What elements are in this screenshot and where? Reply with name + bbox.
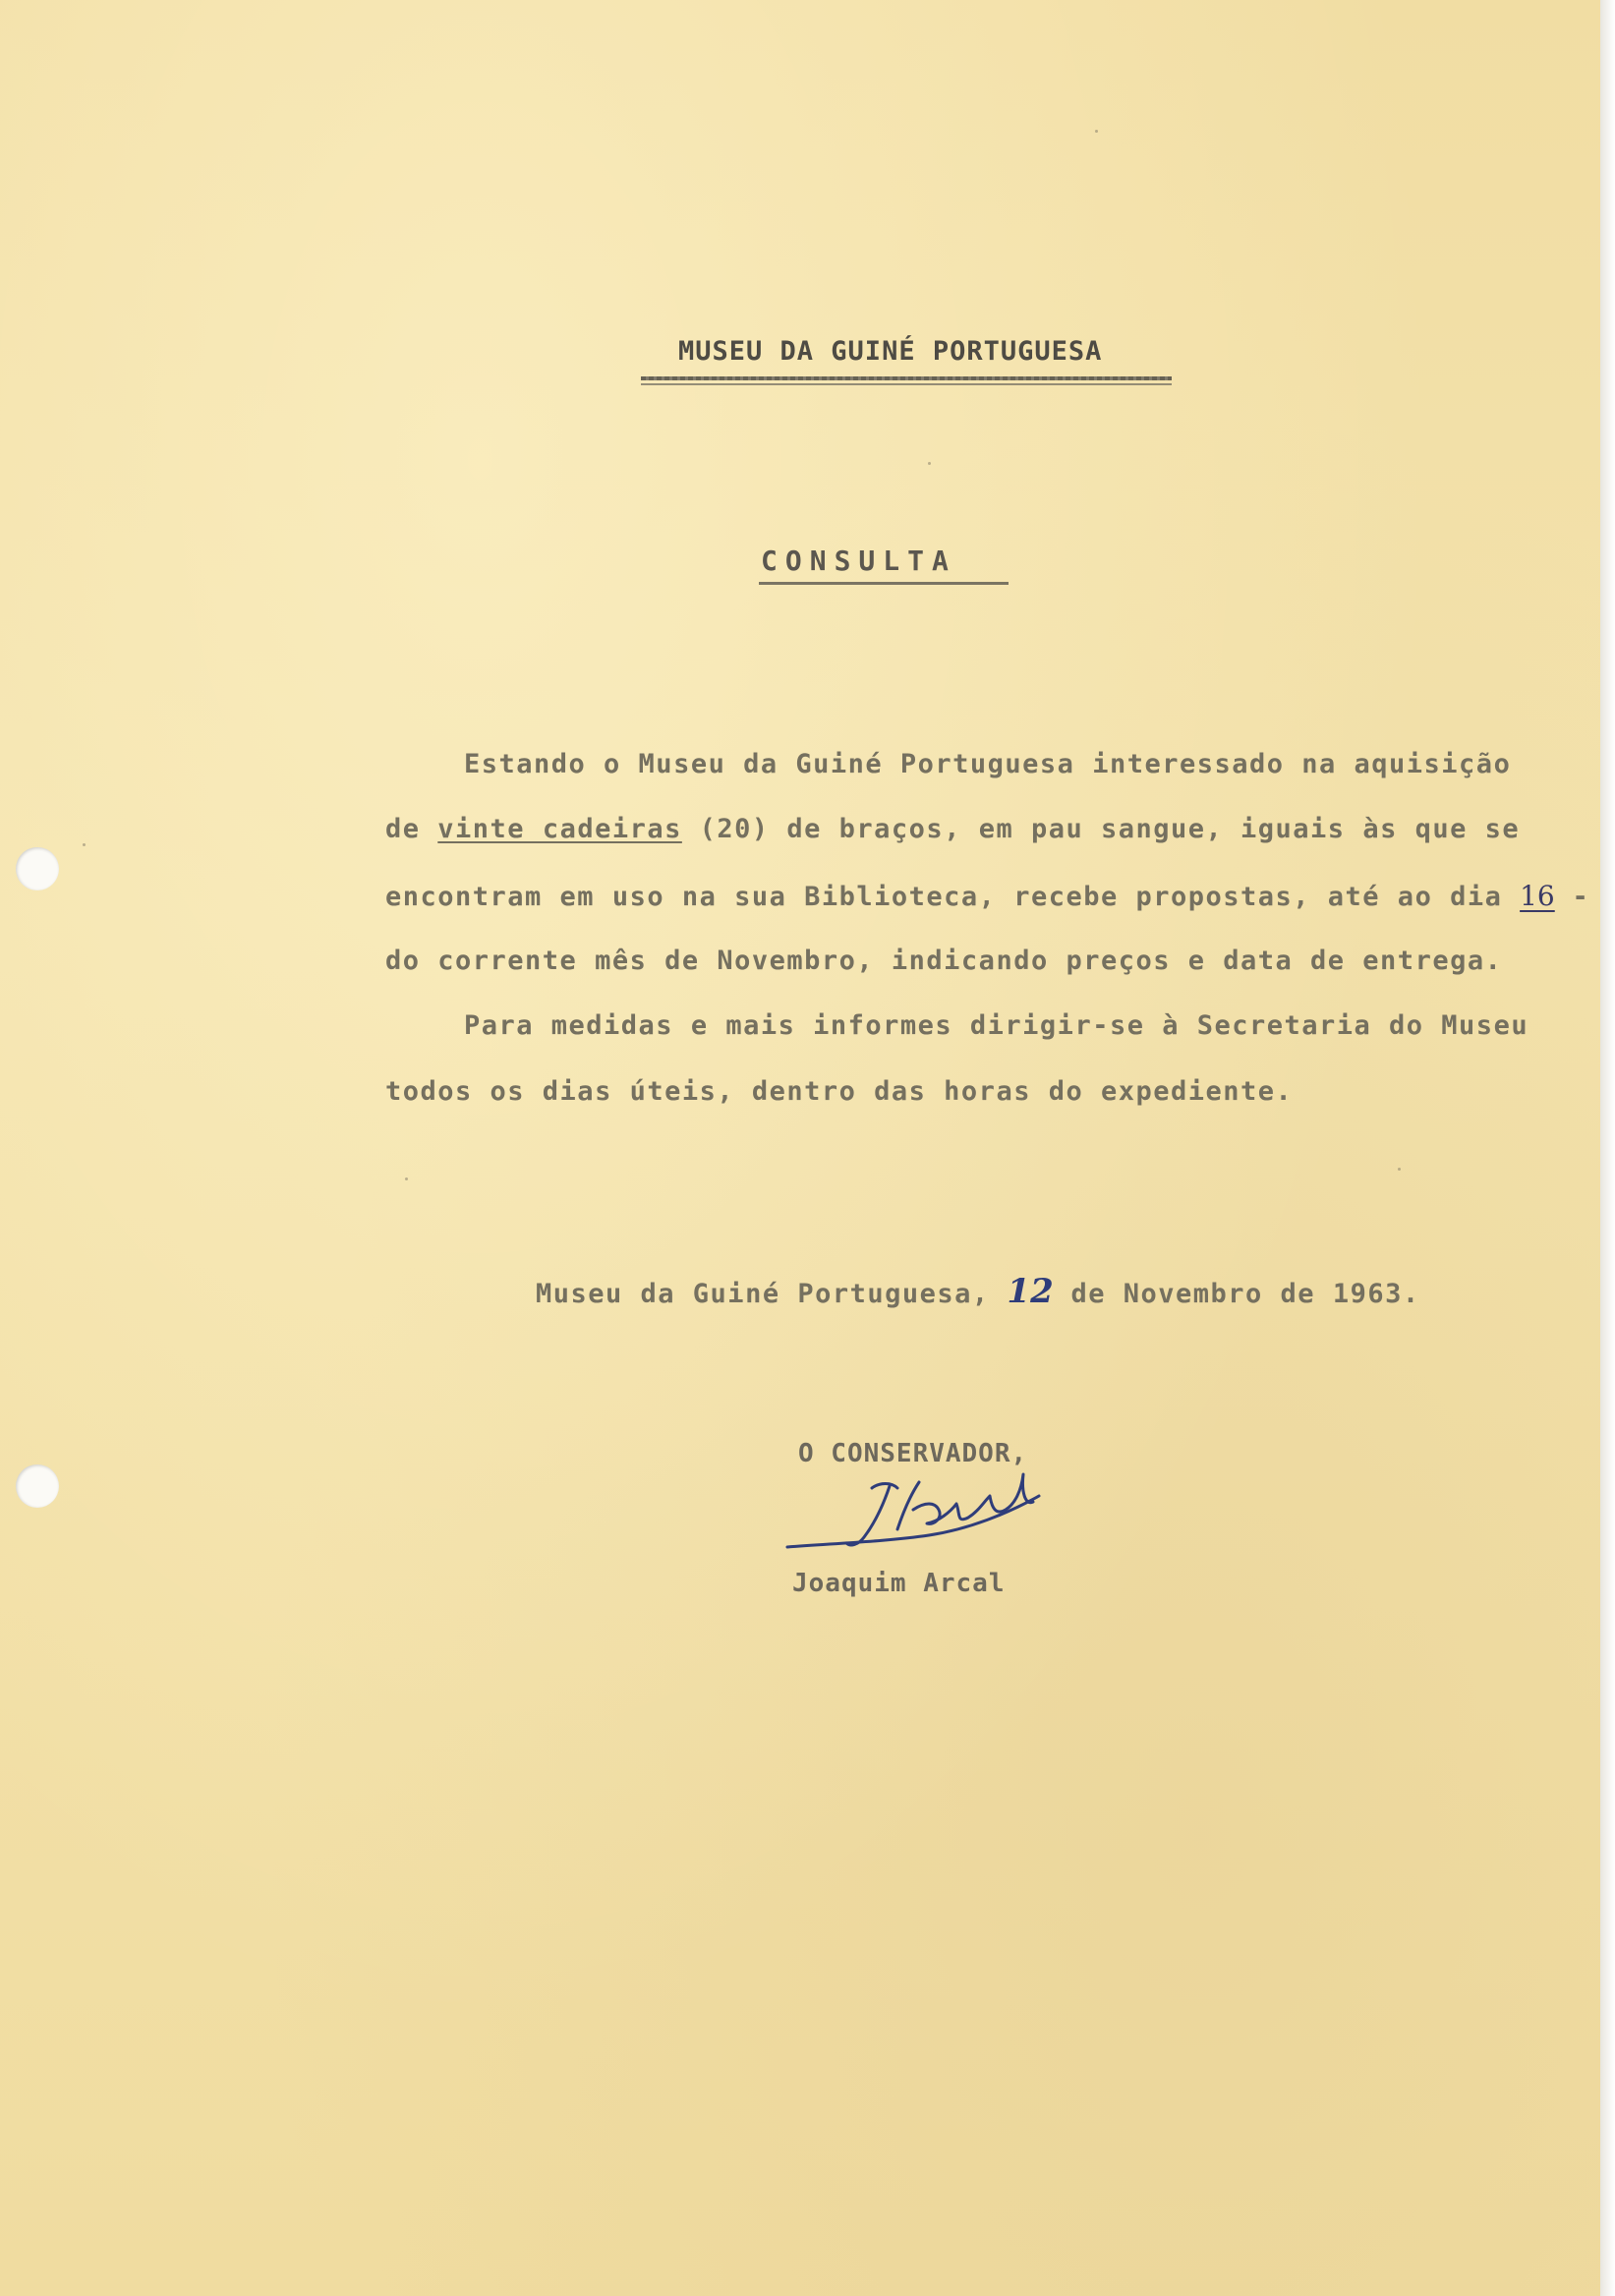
punch-hole — [16, 847, 59, 890]
header-underline-secondary — [641, 383, 1172, 385]
place-date-pre: Museu da Guiné Portuguesa, — [536, 1279, 1008, 1309]
paragraph1-line2 — [385, 814, 1520, 844]
place-date-post: de Novembro de 1963. — [1053, 1279, 1420, 1309]
scan-background-edge — [1600, 0, 1615, 2296]
paragraph2-line2: todos os dias úteis, dentro das horas do expediente. — [385, 1076, 1294, 1107]
punch-hole — [16, 1464, 59, 1508]
handwritten-date-day: 12 — [1007, 1272, 1054, 1311]
paragraph1-line2-pre: de — [385, 814, 438, 844]
document-header: MUSEU DA GUINÉ PORTUGUESA — [678, 336, 1103, 367]
paper-speck — [1398, 1168, 1401, 1171]
paragraph2-line1: Para medidas e mais informes dirigir-se à Secretaria do Museu — [464, 1010, 1529, 1041]
paragraph1-line2-post: (20) de braços, em pau sangue, iguais às que se — [681, 814, 1521, 844]
paper-speck — [928, 462, 931, 465]
title-underline — [759, 582, 1009, 585]
header-underline — [641, 376, 1172, 380]
paragraph1-line3-post: - — [1554, 882, 1590, 912]
paragraph1-line3-pre: encontram em uso na sua Biblioteca, recebe propostas, até ao dia — [385, 882, 1521, 912]
place-and-date — [536, 1272, 1420, 1311]
paper-speck — [83, 843, 86, 846]
underlined-phrase: vinte cadeiras — [437, 814, 682, 844]
paper-speck — [1095, 130, 1098, 133]
document-title: CONSULTA — [761, 545, 956, 577]
paragraph1-line4: do corrente mês de Novembro, indicando preços e data de entrega. — [385, 946, 1503, 976]
paragraph1-line1: Estando o Museu da Guiné Portuguesa interessado na aquisição — [464, 749, 1512, 779]
paper-speck — [405, 1177, 408, 1180]
handwritten-signature-icon — [781, 1453, 1057, 1571]
signer-name: Joaquim Arcal — [792, 1569, 1006, 1598]
signer-role: O CONSERVADOR, — [798, 1439, 1028, 1468]
paragraph1-line3 — [385, 880, 1589, 912]
handwritten-deadline-day: 16 — [1520, 880, 1555, 912]
